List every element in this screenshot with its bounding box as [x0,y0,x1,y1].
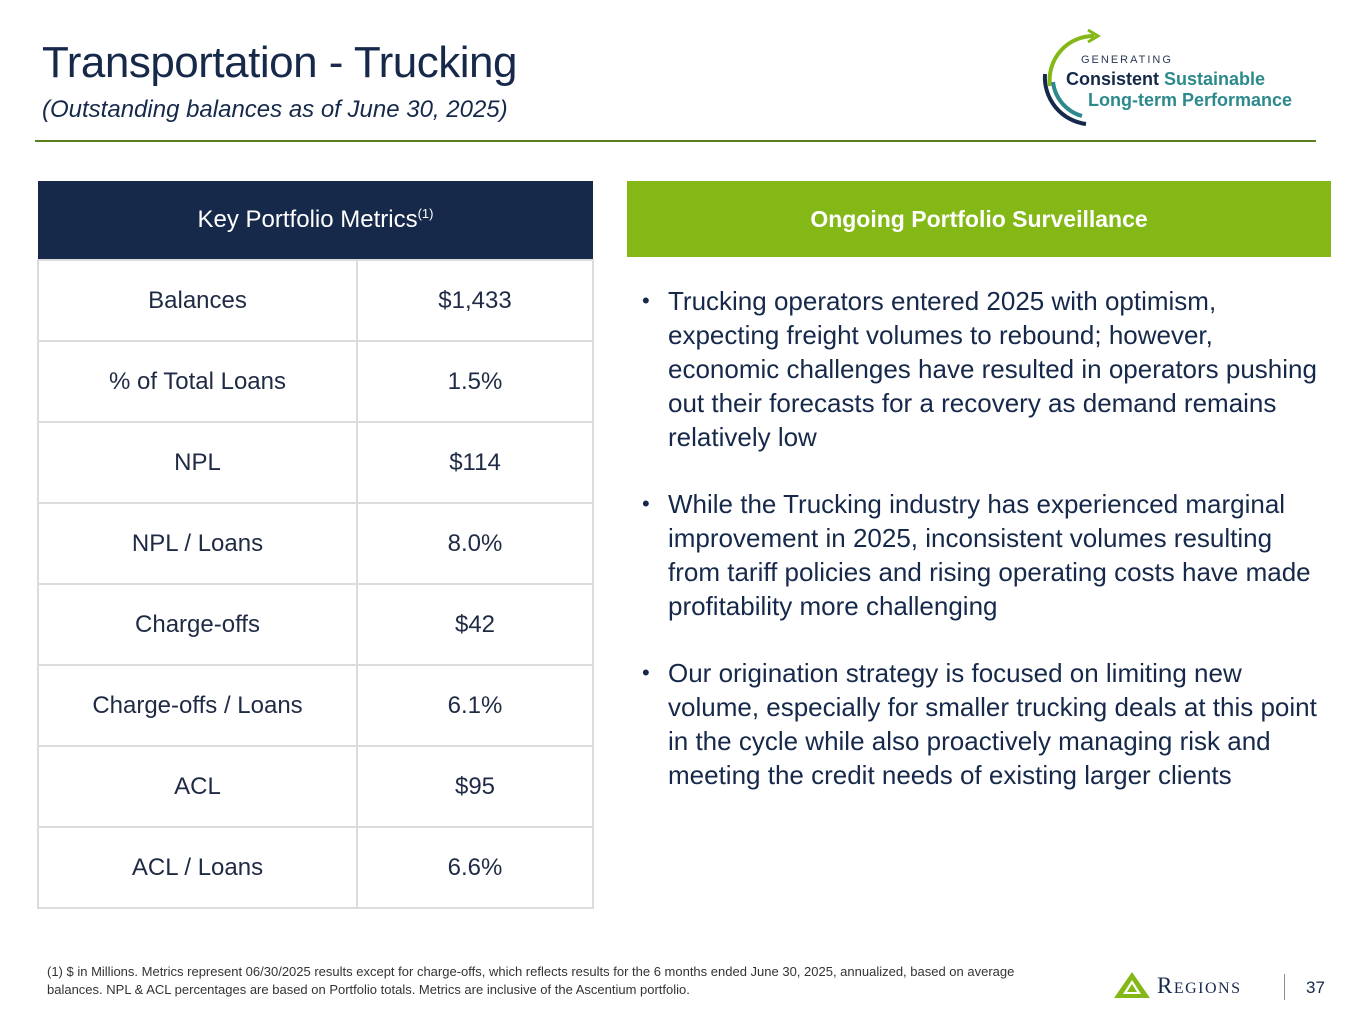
metric-label: Charge-offs [38,584,357,665]
metric-label: ACL [38,746,357,827]
table-row [38,422,593,503]
page-title: Transportation - Trucking [42,38,517,87]
metric-value: $1,433 [357,260,593,341]
surveillance-header: Ongoing Portfolio Surveillance [627,181,1331,257]
metric-value: 6.6% [357,827,593,908]
table-row [38,584,593,665]
metric-label: NPL / Loans [38,503,357,584]
metric-label: NPL [38,422,357,503]
logo-generating-text: GENERATING [1081,54,1173,66]
brand-separator [1284,974,1285,1000]
list-item: • While the Trucking industry has experienced marginal improvement in 2025, inconsistent volumes resulting from tariff policies and rising operating costs have made profitability more challenging [640,487,1330,623]
table-row [38,341,593,422]
header-divider [35,140,1316,142]
table-row [38,746,593,827]
table-row [38,827,593,908]
metric-value: 8.0% [357,503,593,584]
regions-wordmark: Regions [1157,973,1242,998]
metric-label: Charge-offs / Loans [38,665,357,746]
regions-brand [1112,968,1357,1002]
metric-value: $95 [357,746,593,827]
regions-triangle-icon [1112,970,1152,1000]
list-item: • Trucking operators entered 2025 with optimism, expecting freight volumes to rebound; however, economic challenges have resulted in operators pushing out their forecasts for a recovery as demand remains relatively low [640,284,1330,454]
metric-value: $42 [357,584,593,665]
table-row [38,503,593,584]
key-portfolio-metrics-table [37,181,594,909]
page-subtitle: (Outstanding balances as of June 30, 2025) [42,96,508,123]
metric-value: $114 [357,422,593,503]
metric-value: 1.5% [357,341,593,422]
metric-label: Balances [38,260,357,341]
logo-long-term-text: Long-term Performance [1088,90,1293,110]
page-number: 37 [1306,978,1325,997]
table-row [38,260,593,341]
metric-label: ACL / Loans [38,827,357,908]
logo-line-1 [1066,69,1265,90]
list-item: • Our origination strategy is focused on limiting new volume, especially for smaller trucking deals at this point in the cycle while also proactively managing risk and meeting the credit needs of existing larger clients [640,656,1330,792]
footnote: (1) $ in Millions. Metrics represent 06/30/2025 results except for charge-offs, which reflects results for the 6 months ended June 30, 2025, annualized, based on average balances. NPL & ACL percentages are based on Portfolio totals. Metrics are inclusive of the Ascentium portfolio. [47,964,1015,997]
table-row [38,665,593,746]
metric-label: % of Total Loans [38,341,357,422]
metrics-table-title: Key Portfolio Metrics [197,206,418,233]
surveillance-bullet-list [640,284,1330,825]
metrics-footnote-marker: (1) [417,206,434,221]
logo-sustainable-text: Sustainable [1164,69,1266,89]
logo-consistent-text: Consistent [1066,69,1160,89]
metrics-table-header [38,181,593,260]
generating-performance-logo [1036,24,1326,134]
metric-value: 6.1% [357,665,593,746]
